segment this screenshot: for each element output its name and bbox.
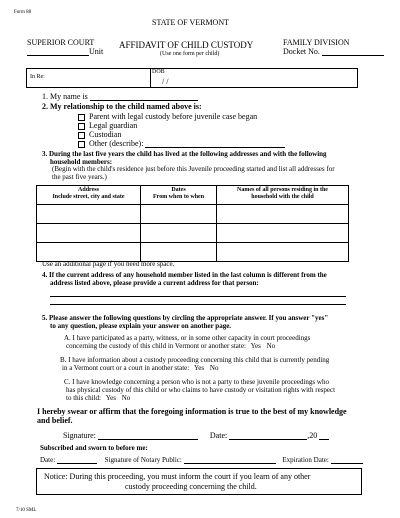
- child-name-field[interactable]: [52, 70, 148, 85]
- address-table: [36, 185, 349, 262]
- signature-row: Signature: Date: ,20: [63, 431, 329, 440]
- q5-line1: 5. Please answer the following questions by circling the appropriate answer. If you answer "yes": [42, 314, 329, 322]
- table-row: [37, 224, 349, 243]
- q4-answer-line[interactable]: [50, 296, 346, 297]
- q4-answer-line[interactable]: [50, 304, 346, 305]
- notary-signature-field[interactable]: [184, 455, 276, 464]
- q2-option-other[interactable]: Other (describe):: [78, 139, 285, 148]
- q2-label: 2. My relationship to the child named above is:: [42, 102, 202, 111]
- unit-field[interactable]: [27, 47, 89, 56]
- in-re-divider: [150, 68, 151, 87]
- q5b-yes[interactable]: Yes: [193, 364, 205, 372]
- table-row: [37, 243, 349, 262]
- q3-line1: 3. During the last five years the child has lived at the following addresses and with the following: [42, 150, 327, 158]
- state-heading: STATE OF VERMONT: [152, 18, 229, 27]
- q4-line1: 4. If the current address of any household member listed in the last column is different from the: [42, 271, 327, 279]
- dob-field[interactable]: / /: [162, 77, 169, 86]
- docket-row: Docket No.: [283, 47, 384, 56]
- q5c-yes[interactable]: Yes: [105, 394, 116, 402]
- oath-line1: I hereby swear or affirm that the foregoing information is true to the best of my knowledge: [37, 407, 347, 416]
- sworn-title: Subscribed and sworn to before me:: [40, 444, 148, 452]
- q1-row: [42, 92, 198, 101]
- q3-line2: household members:: [50, 158, 113, 166]
- dates-cell[interactable]: [141, 205, 217, 224]
- checkbox-icon[interactable]: [78, 141, 85, 148]
- checkbox-icon[interactable]: [78, 132, 85, 139]
- q1-label: 1. My name is: [42, 92, 88, 101]
- checkbox-icon[interactable]: [78, 114, 85, 121]
- q5c-no[interactable]: No: [121, 394, 131, 402]
- q2-option-parent[interactable]: Parent with legal custody before juvenile case began: [78, 112, 257, 121]
- header-address: Address Include street, city and state: [37, 186, 141, 205]
- address-cell[interactable]: [37, 224, 141, 243]
- notary-row: Date: Signature of Notary Public: Expiration Date:: [40, 455, 363, 464]
- names-cell[interactable]: [217, 243, 349, 262]
- q5a-no[interactable]: No: [266, 342, 276, 350]
- address-cell[interactable]: [37, 243, 141, 262]
- dates-cell[interactable]: [141, 224, 217, 243]
- q5b-line2: in a Vermont court or a court in another state: Yes No: [62, 364, 219, 372]
- q5b-line1: B. I have information about a custody proceeding concerning this child that is currently pending: [60, 356, 330, 364]
- division-name: FAMILY DIVISION: [283, 38, 350, 47]
- notice-line1: Notice: During this proceeding, you must inform the court if you learn of any other: [44, 472, 311, 481]
- q4-line2: address listed above, please provide a current address for that person:: [50, 279, 259, 287]
- q5b-no[interactable]: No: [209, 364, 219, 372]
- table-header-row: [37, 186, 349, 205]
- header-dates: Dates From when to when: [141, 186, 217, 205]
- address-cell[interactable]: [37, 205, 141, 224]
- q5a-line1: A. I have participated as a party, witness, or in some other capacity in court proceedings: [64, 334, 311, 342]
- notice-line2: custody proceeding concerning the child.: [125, 482, 257, 491]
- q2-option-guardian[interactable]: Legal guardian: [78, 121, 137, 130]
- my-name-field[interactable]: [90, 92, 198, 101]
- dates-cell[interactable]: [141, 243, 217, 262]
- q2-option-custodian[interactable]: Custodian: [78, 130, 121, 139]
- q5-line2: to any question, please explain your answer on another page.: [50, 322, 232, 330]
- in-re-label: In Re:: [30, 74, 45, 80]
- checkbox-icon[interactable]: [78, 123, 85, 130]
- q5a-line2: concerning the custody of this child in Vermont or another state: Yes No: [66, 342, 276, 350]
- q5c-line3: to this child: Yes No: [66, 394, 131, 402]
- footer-code: 7/10 SML: [16, 508, 37, 513]
- year-field[interactable]: [319, 431, 329, 440]
- q5c-line1: C. I have knowledge concerning a person who is not a party to these juvenile proceedings who: [64, 378, 329, 386]
- form-title: AFFIDAVIT OF CHILD CUSTODY: [119, 40, 254, 50]
- names-cell[interactable]: [217, 205, 349, 224]
- q5c-line2: has physical custody of this child or who claims to have custody or visitation rights with respect: [66, 386, 336, 394]
- signature-date-field[interactable]: [229, 431, 307, 440]
- form-subtitle: (Use one form per child): [160, 51, 220, 57]
- form-number: Form 88: [14, 10, 32, 15]
- q3-note2: the past five years.): [52, 173, 107, 181]
- q3-note1: (Begin with the child's residence just before this Juvenile proceeding started and list all addresses for: [52, 165, 335, 173]
- dob-label: DOB: [152, 69, 165, 75]
- expiration-date-field[interactable]: [331, 455, 363, 464]
- court-name: SUPERIOR COURT: [27, 38, 95, 47]
- more-space-note: Use an additional page if you need more space.: [42, 260, 175, 268]
- other-describe-field[interactable]: [145, 139, 285, 148]
- oath-line2: and belief.: [37, 416, 73, 425]
- signature-field[interactable]: [98, 431, 198, 440]
- table-row: [37, 205, 349, 224]
- q5a-yes[interactable]: Yes: [250, 342, 261, 350]
- court-unit: Unit: [27, 47, 103, 56]
- docket-number-field[interactable]: [322, 47, 384, 56]
- header-names: Names of all persons residing in the household with the child: [217, 186, 349, 205]
- notary-date-field[interactable]: [57, 455, 97, 464]
- names-cell[interactable]: [217, 224, 349, 243]
